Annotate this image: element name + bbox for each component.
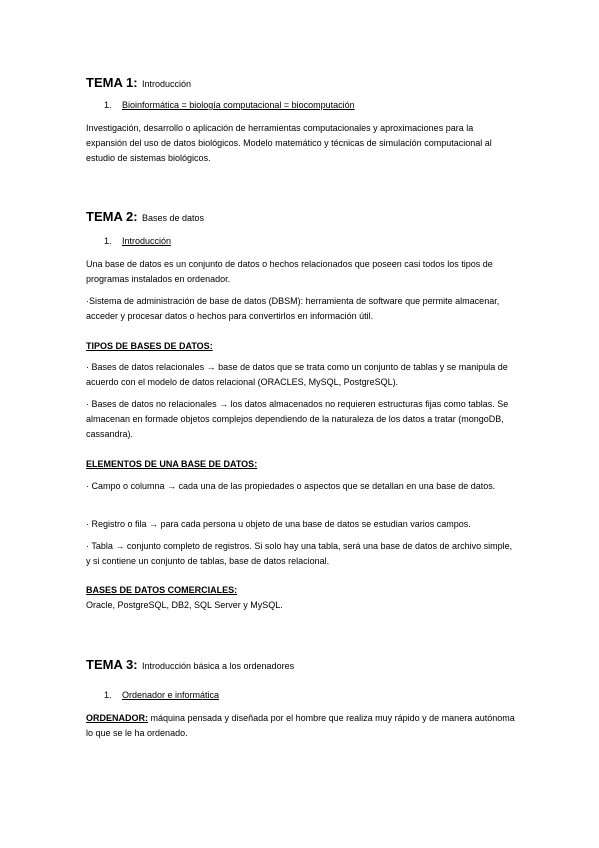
tema2-list-item: [104, 236, 171, 246]
elem-campo: · Campo o columna → cada una de las propiedades o aspectos que se detallan en una base de datos.: [86, 481, 496, 491]
tema2-para1: Una base de datos es un conjunto de datos o hechos relacionados que poseen casi todos los tipos de programas instalados en ordenador.: [86, 259, 493, 284]
tema3-item-text: Ordenador e informática: [122, 690, 220, 700]
elem-tabla: · Tabla → conjunto completo de registros. Si solo hay una tabla, será una base de datos de archivo simple, y si contiene un conjunto de tablas, base de datos relacional.: [86, 541, 513, 566]
tema2-item-text: Introducción: [122, 236, 172, 246]
tema1-title: Introducción: [141, 79, 192, 89]
tema1-item-number: 1.: [104, 100, 112, 110]
tema2-para2: ·Sistema de administración de base de datos (DBSM): herramienta de software que permite almacenar, acceder y procesar datos o hechos para convertirlos en información útil.: [86, 296, 500, 321]
tema3-item-number: 1.: [104, 690, 112, 700]
tema2-label: TEMA 2:: [86, 209, 138, 224]
ordenador-label: ORDENADOR:: [86, 713, 148, 723]
tema2-title: Bases de datos: [141, 213, 205, 223]
elem-registro: · Registro o fila → para cada persona u objeto de una base de datos se estudian varios campos.: [86, 519, 471, 529]
tema3-list-item: [104, 690, 219, 700]
tipos-no-relacionales: · Bases de datos no relacionales → los datos almacenados no requieren estructuras fijas como tablas. Se almacenan en formade objetos complejos dependiendo de la naturaleza de los datos a tratar (mongoDB, cassandra).: [86, 399, 509, 439]
tema1-label: TEMA 1:: [86, 75, 138, 90]
ordenador-paragraph: [86, 711, 516, 741]
comerciales-text: Oracle, PostgreSQL, DB2, SQL Server y MySQL.: [86, 600, 283, 610]
elementos-heading: ELEMENTOS DE UNA BASE DE DATOS:: [86, 459, 258, 469]
tema1-item-text: Bioinformática = biología computacional = biocomputación: [122, 100, 355, 110]
tema1-list-item: [104, 100, 355, 110]
comerciales-heading: BASES DE DATOS COMERCIALES:: [86, 585, 238, 595]
tipos-heading: TIPOS DE BASES DE DATOS:: [86, 341, 213, 351]
tema3-title: Introducción básica a los ordenadores: [141, 661, 295, 671]
ordenador-text: máquina pensada y diseñada por el hombre que realiza muy rápido y de manera autónoma lo que se le ha ordenado.: [86, 713, 515, 738]
tema1-heading: [86, 74, 191, 92]
tema3-label: TEMA 3:: [86, 657, 138, 672]
tema2-item-number: 1.: [104, 236, 112, 246]
tema1-paragraph: Investigación, desarrollo o aplicación de herramientas computacionales y aproximaciones para la expansión del uso de datos biológicos. Modelo matemático y técnicas de simulación computacional al estudio de sistemas biológicos.: [86, 123, 492, 163]
tipos-relacionales: · Bases de datos relacionales → base de datos que se trata como un conjunto de tablas y se manipula de acuerdo con el modelo de datos relacional (ORACLES, MySQL, PostgreSQL).: [86, 362, 508, 387]
tema3-heading: [86, 656, 294, 674]
tema2-heading: [86, 208, 204, 226]
